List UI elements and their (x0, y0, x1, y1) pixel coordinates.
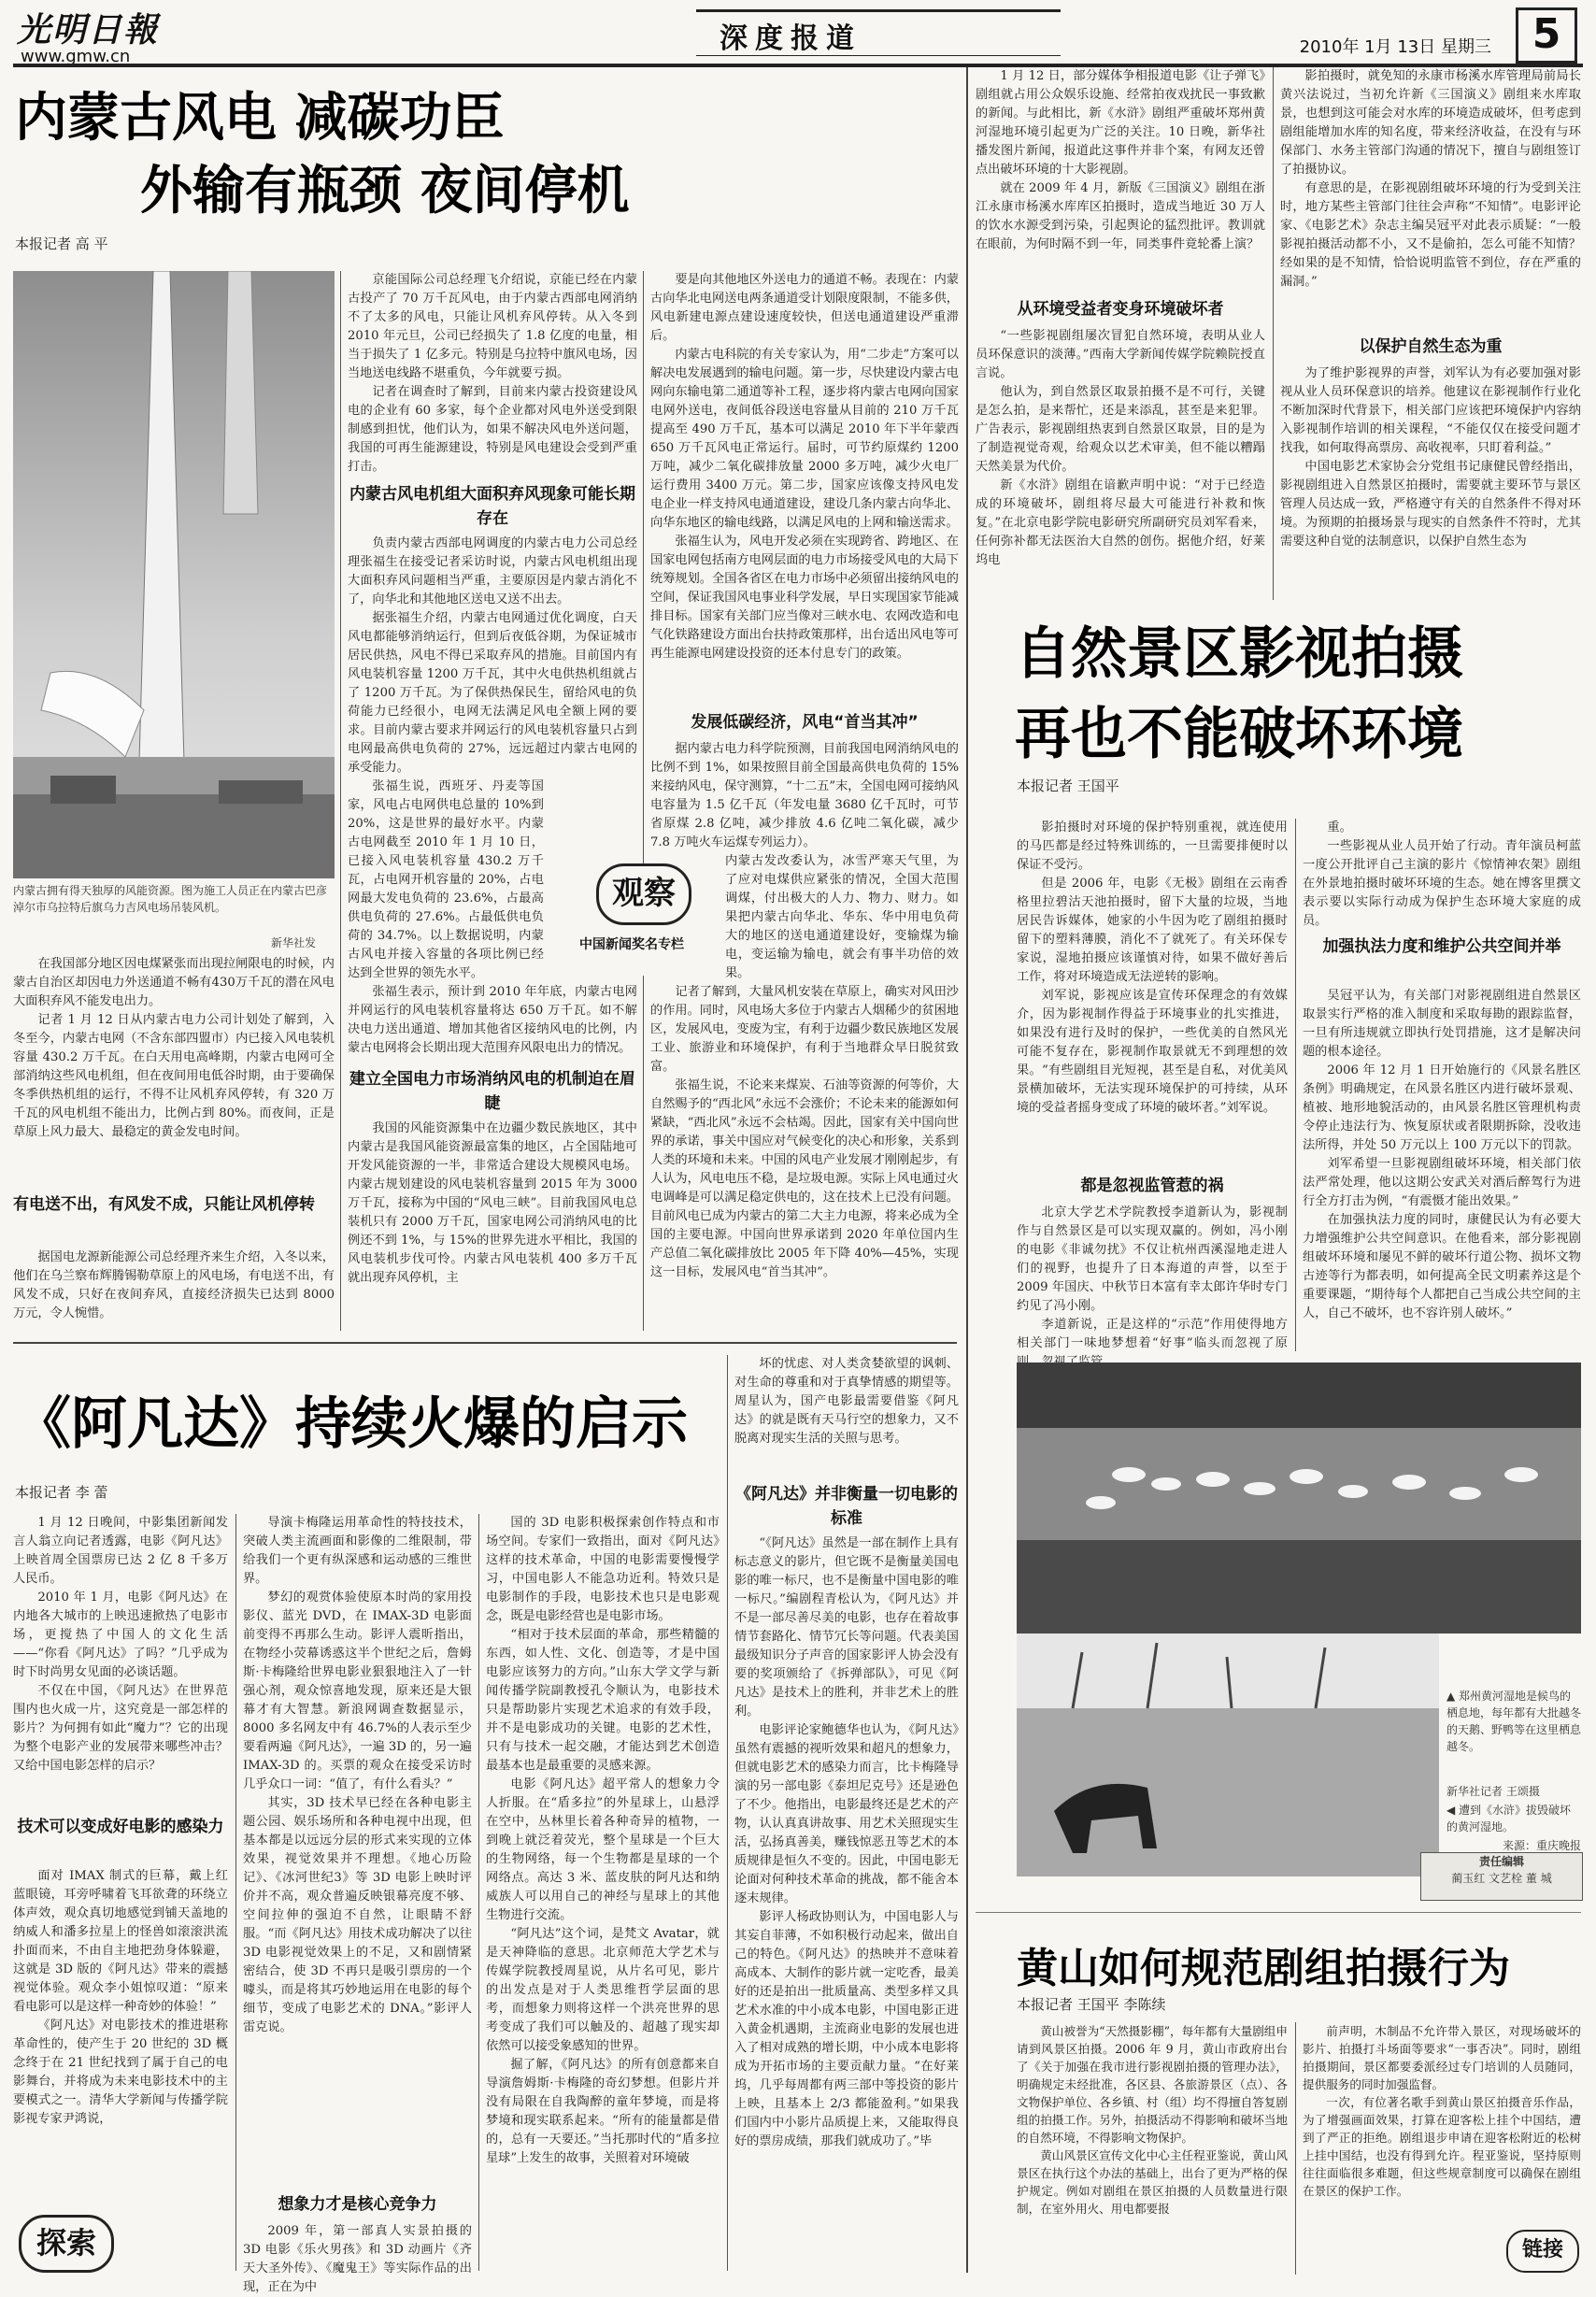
explore-badge: 探索 (19, 2215, 114, 2273)
paragraph: 刘军说，影视应该是宣传环保理念的有效媒介，因为影视制作得益于环境事业的扎实推进，如果没有进行及时的保护，一些优美的自然风光可能不复存在，影视制作取景就无不到理想的效果。“有些剧组目光短视，甚至是自私，对优美风景横加破坏，无法实现环境保护的可持续，从环境的受益者摇身变成了环境的破坏者。”刘军说。 (1017, 989, 1288, 1115)
avatar-headline: 《阿凡达》持续火爆的启示 (15, 1391, 688, 1457)
paragraph: 影拍摄时对环境的保护特别重视，就连使用的马匹都是经过特殊训练的，一旦需要排便时以保证不受污。 (1017, 820, 1288, 872)
column-divider (727, 1355, 728, 2271)
wind-byline: 本报记者 高 平 (15, 235, 108, 252)
avatar-column-1b (13, 1867, 228, 2129)
paragraph: 北京大学艺术学院教授李道新认为，影视制作与自然景区是可以实现双赢的。例如，冯小刚的电影《非诚勿扰》不仅让杭州西溪湿地走进人们的视野，也提升了日本海道的声誉，以至于 2009 年国庆、中秋节日本富有幸太郎许华时专门约见了冯小刚。 (1017, 1206, 1288, 1313)
wind-subhead-3: 建立全国电力市场消纳风电的机制迫在眉睫 (349, 1070, 635, 1113)
wind-column-1b (13, 1248, 335, 1323)
wind-photo-caption: 内蒙古拥有得天独厚的风能资源。图为施工人员正在内蒙古巴彦淖尔市乌拉特后旗乌力吉风电场吊装风机。 (13, 884, 328, 914)
wind-subhead-2: 内蒙古风电机组大面积弃风现象可能长期存在 (349, 485, 635, 528)
avatar-subhead-1: 技术可以变成好电影的感染力 (17, 1818, 224, 1836)
paragraph: 他认为，到自然景区取景拍摄不是不可行，关键是怎么拍，是来帮忙，还是来添乱，甚至是来犯罪。广告表示，影视剧组热衷到自然景区取景，目的是为了制造视觉奇观，给观众以艺术审美，但不能以糟蹋天然美景为代价。 (976, 385, 1265, 474)
link-badge: 链接 (1506, 2230, 1579, 2273)
avatar-column-4 (734, 1355, 959, 1448)
paragraph: 记者 1 月 12 日从内蒙古电力公司计划处了解到，入冬至今，内蒙古电网（不含东部四盟市）内已接入风电装机容量 430.2 万千瓦。在白天用电高峰期，内蒙古电网可全部消纳这些风电机组，但在夜间用电低谷时期，由于要确保冬季供热机组的运行，不得不让风机弃风停转，有 320 万千瓦的风电机组不能出力，比例占到 80%。而夜间，正是草原上风力最大、最稳定的黄金发电时间。 (13, 1013, 335, 1139)
main-divider (966, 67, 968, 2273)
paragraph: 一些影视从业人员开始了行动。青年演员柯蓝一度公开批评自己主演的影片《惊情神农架》剧组在外景地拍摄时破坏环境的生态。她在博客里撰文表示要以实际行动成为保护生态环境大家庭的成员。 (1303, 839, 1581, 928)
paragraph: 前声明，木制品不允许带入景区，对现场破坏的影片、拍摄打斗场面等要求“一事否决”。同时，剧组拍摄期间，景区都要委派经过专门培训的人员随同，提供服务的同时加强监督。 (1303, 2024, 1581, 2091)
newspaper-url: www.gmw.cn (21, 47, 131, 66)
wind-subhead-4: 发展低碳经济，风电“首当其冲” (691, 713, 919, 732)
paragraph: “阿凡达”这个词，是梵文 Avatar，就是天神降临的意思。北京师范大学艺术与传媒学院教授周星说，从片名可见，影片的出发点是对于人类思维哲学层面的思考，而想象力则将这样一个洪亮世界的思考变成了我们可以触及的、超越了现实却依然可以接受象感知的世界。 (486, 1927, 720, 2053)
paragraph: 记者在调查时了解到，目前来内蒙古投资建设风电的企业有 60 多家，每个企业都对风电外送受到限制感到担忧，他们认为，如果不解决风电外送问题，我国的可再生能源建设，特别是风电建设会受到严重打击。 (348, 385, 637, 474)
paragraph: 京能国际公司总经理飞介绍说，京能已经在内蒙古投产了 70 万千瓦风电，由于内蒙古西部电网消纳不了太多的风电，只能让风机弃风停转。从入冬到 2010 年元旦，公司已经损失了 1.8 亿度的电量，相当于损失了 1 亿多元。特别是乌拉特中旗风电场，因当地送电线路不堪重负，今年就要亏损。 (348, 273, 637, 380)
paragraph: 电影《阿凡达》超平常人的想象力令人折服。在“盾多拉”的外星球上，山悬浮在空中，丛林里长着各种奇异的植物，一到晚上就泛着荧光，整个星球是一个巨大的生物网络，每一个生物都是星球的一个网络点。高达 3 米、蓝皮肤的阿凡达和纳威族人可以用自己的神经与星球上的其他生物进行交流。 (486, 1777, 720, 1922)
issue-date: 2010年 1月 13日 星期三 (1299, 37, 1491, 57)
column-divider (1273, 67, 1274, 600)
paragraph: 中国电影艺术家协会分党组书记康健民曾经指出，影视剧组进入自然景区拍摄时，需要就主要环节与景区管理人员达成一致，严格遵守有关的自然条件不得对环境。为预期的拍摄场景与现实的自然条件不符时，尤其需要这种自觉的法制意识，以保护自然生态为 (1280, 460, 1581, 549)
wetland-photo-caption: ▲ 郑州黄河湿地是候鸟的栖息地，每年都有大批越冬的天鹅、野鸭等在这里栖息越冬。 (1446, 1690, 1582, 1753)
section-divider (13, 1342, 957, 1344)
paragraph: 据张福生介绍，内蒙古电网通过优化调度，白天风电都能够消纳运行，但到后夜低谷期，为保证城市居民供热，风电不得已采取弃风的措施。目前国内有风电装机容量 1200 万千瓦，其中火电供热机组就占了 1200 万千瓦。为了保供热保民生，留给风电的负荷能力已经很小，电网无法满足风电全额上网的要求。目前内蒙古要求并网运行的风电装机容量只占到电网最高供电负荷的 27%，远远超过内蒙古电网的承受能力。 (348, 611, 637, 775)
paragraph: 《阿凡达》对电影技术的推进堪称革命性的，使产生于 20 世纪的 3D 概念终于在 21 世纪找到了属于自己的电影舞台，并将成为未来电影技术中的主要模式之一。清华大学新闻与传播学院影视专家尹鸿说， (13, 2019, 228, 2126)
huangshan-headline: 黄山如何规范剧组拍摄行为 (1017, 1945, 1510, 1992)
paragraph: 梦幻的观赏体验使原本时尚的家用投影仪、蓝光 DVD，在 IMAX-3D 电影面前变得不再那么生动。影评人震昕指出，在物经小荧幕诱惑这半个世纪之后，詹姆斯·卡梅隆给世界电影业狠狠地注入了一针强心剂，观众惊喜地发现，原来还是大银幕才有大智慧。新浪网调查数据显示，8000 多名网友中有 46.7%的人表示至少要看两遍《阿凡达》，一遍 3D 的，另一遍 IMAX-3D 的。买票的观众在接受采访时几乎众口一词：“值了，有什么看头？” (243, 1591, 472, 1791)
scenic-top-column-1b (976, 327, 1265, 570)
page-number: 5 (1516, 7, 1577, 64)
avatar-subhead-3: 《阿凡达》并非衡量一切电影的标准 (735, 1485, 958, 1528)
paragraph: 在加强执法力度的同时，康健民认为有必要大力增强维护公共空间意识。在他看来，部分影视剧组破坏环境和屡见不鲜的破坏行道公物、损坏文物古迹等行为都表明，如何提高全民文明素养这是个重要课题，“期待每个人都把自己当成公共空间的主人，自己不破坏，也不容许别人破坏。” (1303, 1213, 1581, 1320)
paragraph: 一次，有位著名歌手到黄山景区拍摄音乐作品，为了增强画面效果，打算在迎客松上挂个中国结，遭到了严正的拒绝。剧组退步申请在迎客松附近的松树上挂中国结，也没有得到允许。程亚鉴说，坚持原则往往面临很多难题，但这些规章制度可以确保在剧组在景区的保护工作。 (1303, 2095, 1581, 2198)
paragraph: “相对于技术层面的革命，那些精髓的东西，如人性、文化、创造等，才是中国电影应该努力的方向。”山东大学文学与新闻传播学院副教授孔令顺认为，电影技术只是帮助影片实现艺术追求的有效手段，并不是电影成功的关键。电影的艺术性，只有与技术一起交融，才能达到艺术创造最基本也是最重要的灵感来源。 (486, 1628, 720, 1773)
paragraph: 有意思的是，在影视剧组破坏环境的行为受到关注时，地方某些主管部门往往会声称“不知情”。电影评论家、《电影艺术》杂志主编吴冠平对此表示质疑：“一般影视拍摄活动都不小，又不是偷拍，怎么可能不知情？经如果的是不知情，恰恰说明监管不到位，存在严重的漏洞。” (1280, 181, 1581, 289)
wind-subhead-1: 有电送不出，有风发不成，只能让风机停转 (13, 1195, 315, 1214)
scenic-subhead-3: 都是忽视监管惹的祸 (1080, 1177, 1224, 1195)
wind-column-1 (13, 955, 335, 1142)
paragraph: 导演卡梅隆运用革命性的特技技术，突破人类主流画面和影像的二维限制，带给我们一个更有纵深感和运动感的三维世界。 (243, 1516, 472, 1586)
editor-box (1420, 1852, 1583, 1901)
paragraph: 影拍摄时，就免知的永康市杨溪水库管理局前局长黄兴法说过，当初允许新《三国演义》剧组来水库取景，也想到这可能会对水库的环境造成破坏，但考虑到剧组能增加水库的知名度，带来经济收益，在没有与环保部门、水务主管部门沟通的情况下，擅自与剧组签订了拍摄协议。 (1280, 69, 1581, 177)
avatar-column-2b (243, 2222, 472, 2297)
paragraph: 记者了解到，大量风机安装在草原上，确实对风田沙的作用。同时，风电场大多位于内蒙古人烟稀少的贫困地区，发展风电，变废为宝，有利于边疆少数民族地区发展工业、旅游业和环境保护，有利于当地群众早日脱贫致富。 (650, 985, 959, 1074)
wind-photo-credit: 新华社发 (271, 936, 317, 949)
paragraph: “《阿凡达》虽然是一部在制作上具有标志意义的影片，但它既不是衡量美国电影的唯一标尺，也不是衡量中国电影的唯一标尺。”编剧程青松认为，《阿凡达》并不是一部尽善尽美的电影，也存在着故事情节套路化、情节冗长等问题。代表美国最级知识分子声音的国家影评人协会没有要的奖项颁给了《拆弹部队》，可见《阿凡达》是技术上的胜利，并非艺术上的胜利。 (734, 1536, 959, 1719)
editor-names: 蔺玉红 文艺栓 董 城 (1451, 1872, 1552, 1885)
paragraph: 内蒙古电科院的有关专家认为，用“二步走”方案可以解决电发展遇到的输电问题。第一步，尽快建设内蒙古电网向东输电第二通道等补工程，逐步将内蒙古电网向国家电网外送电，夜间低谷段送电容量从目前的 210 万千瓦提高至 490 万千瓦，基本可以满足 2010 年下半年蒙西 650 万千瓦风电正常运行。届时，可节约原煤约 1200 万吨，减少二氧化碳排放量 2000 多万吨，减少火电厂运行费用 3400 万元。第二步，国家应该像支持风电发电企业一样支持风电通道建设，建设几条内蒙古向华北、向华东地区的输电线路，以满足风电的上网和输送需求。 (650, 348, 959, 530)
wind-column-2 (348, 271, 637, 477)
wind-headline-line2: 外输有瓶颈 夜间停机 (140, 160, 630, 221)
damaged-wetland-photo-illustration (1017, 1634, 1439, 1876)
paragraph: 据内蒙古电力科学院预测，目前我国电网消纳风电的比例不到 1%，如果按照目前全国最高供电负荷的 15%来接纳风电，保守测算，“十二五”末，全国电网可接纳风电容量为 1.5 亿千瓦（年发电量 3680 亿千瓦时，可节省原煤 2.8 亿吨，减少排放 4.6 亿吨二氧化碳，减少 7.8 万吨火车运煤专列运力）。 (650, 742, 959, 849)
stamp-title: 观察 (596, 863, 691, 925)
paragraph: “一些影视剧组屡次冒犯自然环境，表明从业人员环保意识的淡薄。”西南大学新闻传媒学院赖院授直言说。 (976, 329, 1265, 380)
paragraph: 2006 年 12 月 1 日开始施行的《风景名胜区条例》明确规定，在风景名胜区内进行破坏景观、植被、地形地貌活动的，由风景名胜区管理机构责令停止违法行为、恢复原状或者限期拆除，没收违法所得，并处 50 万元以上 100 万元以下的罚款。 (1303, 1063, 1581, 1152)
section-name: 深度报道 (720, 22, 862, 55)
wetland-swan-photo-illustration (1017, 1363, 1581, 1634)
column-divider (1295, 2022, 1296, 2275)
paragraph: 面对 IMAX 制式的巨幕，戴上红蓝眼镜，耳旁呼啸着飞耳欲聋的环绕立体声效，观众真切地感觉到铺天盖地的纳威人和潘多拉星上的怪兽如滚滚洪流扑面而来，不由自主地把劲身体躲避，这就是 3D 版的《阿凡达》带来的震撼视觉体验。观众李小姐惊叹道：“原来看电影可以是这样一种奇妙的体验！” (13, 1869, 228, 2014)
section-divider (976, 1912, 1581, 1913)
column-divider (340, 271, 341, 1331)
paragraph: 就在 2009 年 4 月，新版《三国演义》剧组在浙江永康市杨溪水库库区拍摄时，造成当地近 30 万人的饮水水源受到污染，引起舆论的猛烈批评。教训就在眼前，为何时隔不到一年，同类事件竟轮番上演？ (976, 181, 1265, 251)
wetland-swan-photo (1017, 1363, 1581, 1634)
wind-headline-line1: 内蒙古风电 减碳功臣 (15, 87, 505, 149)
paragraph: 国的 3D 电影积极探索创作特点和市场空间。专家们一致指出，面对《阿凡达》这样的技术革命，中国的电影需要慢慢学习，中国电影人不能急功近利。特效只是电影制作的手段，电影技术也只是电影观念，既是电影经营也是电影市场。 (486, 1516, 720, 1623)
paragraph: 电影评论家鲍德华也认为，《阿凡达》虽然有震撼的视听效果和超凡的想象力，但就电影艺术的感染力而言，比卡梅隆导演的另一部电影《泰坦尼克号》还是逊色了不少。他指出，电影最终还是艺术的产物，认认真真讲故事、用艺术关照现实生活，弘扬真善美，赚钱惊恶丑等艺术的本质规律是恒久不变的。因此，中国电影无论面对何种技术革命的挑战，都不能舍本逐末规律。 (734, 1723, 959, 1905)
paragraph: 张福生说，不论来来煤炭、石油等资源的何等价，大自然赐予的“西北风”永远不会涨价；不论未来的能源如何紧缺，“西北风”永远不会枯竭。因此，国家有关中国向世界的承诺，事关中国应对气候变化的决心和形象，关系到人类的环境和未来。中国的风电产业发展才刚刚起步，有人认为，风电电压不稳，是垃圾电源。实际上风电通过火电调峰是可以满足稳定供电的，这在技术上已没有问题。目前风电已成为内蒙古的第二大主力电源，将来必成为全国的主要电源。中国向世界承诺到 2020 年单位国内生产总值二氧化碳排放比 2005 年下降 40%—45%，实现这一目标，发展风电“首当其冲”。 (650, 1078, 959, 1279)
paragraph: 其实，3D 技术早已经在各种电影主题公园、娱乐场所和各种电视中出现，但基本都是以远远分层的形式来实现的立体效果，视觉效果并不理想。《地心历险记》、《冰河世纪3》等 3D 电影上映时评价并不高，观众普遍反映银幕亮度不够、空间拉伸的强迫不自然，让眼睛不舒服。“而《阿凡达》用技术成功解决了以往 3D 电影视觉效果上的不足，又和剧情紧密结合，使 3D 不再只是吸引票房的一个噱头，而是将其巧妙地运用在电影的每个细节，变成了电影艺术的 DNA。”影评人雷克说。 (243, 1796, 472, 2034)
scenic-column-1 (1017, 819, 1288, 1118)
paragraph: 刘军希望一旦影视剧组破坏环境，相关部门依法严常处理，他以这期公安武关对酒后醉驾行为进行全方打击为例，“有震慑才能出效果。” (1303, 1157, 1581, 1208)
column-divider (1295, 819, 1296, 1351)
paragraph: 1 月 12 日晚间，中影集团新闻发言人翁立向记者透露，电影《阿凡达》上映首周全国票房已达 2 亿 8 千多万人民币。 (13, 1516, 228, 1586)
avatar-column-2 (243, 1514, 472, 2037)
paragraph: 1 月 12 日，部分媒体争相报道电影《让子弹飞》剧组就占用公众娱乐设施、经常拍夜戏扰民一事致歉的新闻。与此相比，新《水浒》剧组严重破坏郑州黄河湿地环境引起更为广泛的关注。10 日晚，新华社播发图片新闻，报道此这事件并非个案，有网友还曾点出破坏环境的十大影视剧。 (976, 69, 1265, 177)
scenic-column-2 (1303, 819, 1581, 931)
paragraph: 我国的风能资源集中在边疆少数民族地区，其中内蒙古是我国风能资源最富集的地区，占全国陆地可开发风能资源的一半，非常适合建设大规模风电场。内蒙古规划建设的风电装机容量到 2015 年为 3000 万千瓦，接称为中国的“风电三峡”。目前我国风电总装机只有 2000 万千瓦，国家电网公司消纳风电的比例还不到 1%，与 15%的世界先进水平相比，我国的风电装机步伐可怜。内蒙古风电装机 400 多万千瓦就出现弃风停机，主 (348, 1121, 637, 1285)
column-divider (478, 1514, 479, 2271)
wind-column-3 (650, 271, 959, 663)
scenic-column-1b (1017, 1204, 1288, 1372)
paragraph: 影评人杨政协则认为，中国电影人与其妄自菲薄，不如积极行动起来，做出自己的特色。《阿凡达》的热映并不意味着高成本、大制作的影片就一定吃香，最美好的还是拍出一批质量高、类型多样又具艺术水准的中小成本电影，中国电影正进入黄金机遇期，主流商业电影的发展也进入了相对成熟的增长期，中小成本电影将成为开拓市场的主要贡献力量。“在好莱坞，几乎每周都有两三部中等投资的影片上映，且基本上 2/3 都能盈利。”如果我们国内中小影片品质提上来，又能取得良好的票房成绩，那我们就成功了。”毕 (734, 1910, 959, 2148)
scenic-column-2b (1303, 987, 1581, 1323)
huangshan-byline: 本报记者 王国平 李陈续 (1017, 1996, 1166, 2013)
paragraph: 坏的忧虑、对人类贪婪欲望的讽刺、对生命的尊重和对于真挚情感的期望等。周星认为，国产电影最需要借鉴《阿凡达》的就是既有天马行空的想象力，又不脱离对现实生活的关照与思考。 (734, 1357, 959, 1446)
paragraph: 要是向其他地区外送电力的通道不畅。表现在：内蒙古向华北电网送电两条通道受计划限度限制，不能多供，风电新建电源点建设速度较快，但送电通道建设严重滞后。 (650, 273, 959, 343)
wind-turbine-photo (13, 271, 335, 878)
paragraph: 重。 (1327, 820, 1352, 835)
avatar-subhead-2: 想象力才是核心竞争力 (278, 2195, 437, 2214)
paragraph: 内蒙古发改委认为，冰雪严寒天气里，为了应对电煤供应紧张的情况，全国大范围调煤，付出极大的人力、物力、财力。如果把内蒙古向华北、华东、华中用电负荷大的地区的送电通道建设好，变输煤为输电，变运输为输电，就会有事半功倍的效果。 (725, 854, 959, 980)
column-divider (643, 271, 644, 1331)
wetland-photo-credit: 新华社记者 王颂摄 (1446, 1785, 1540, 1798)
paragraph: 不仅在中国，《阿凡达》在世界范围内也火成一片，这究竟是一部怎样的影片？为何拥有如此“魔力”？它的出现为整个电影产业的发展带来哪些冲击？又给中国电影怎样的启示？ (13, 1684, 228, 1773)
scenic-byline: 本报记者 王国平 (1017, 778, 1119, 794)
wetland-photo-source: 来源：重庆晚报 (1502, 1839, 1581, 1852)
paragraph: 李道新说，正是这样的“示范”作用使得地方相关部门一味地梦想着“好事”临头而忽视了原 (1017, 1318, 1288, 1350)
paragraph: 黄山被誉为“天然摄影棚”，每年都有大量剧组申请到风景区拍摄。2006 年 9 月，黄山市政府出台了《关于加强在我市进行影视剧拍摄的管理办法》，明确规定未经批准，各区县、各旅游景区（点）、各文物保护单位、各乡镇、村（组）均不得擅自答复剧组的拍摄工作。另外，拍摄活动不得影响和破坏当地的自然环境，不得影响文物保护。 (1017, 2024, 1288, 2145)
paragraph: 张福生认为，风电开发必须在实现跨省、跨地区、在国家电网包括南方电网层面的电力市场接受风电的大局下统筹规划。全国各省区在电力市场中必须留出接纳风电的空间，保证我国风电事业科学发展，早日实现国家节能减排目标。国家有关部门应当像对三峡水电、农网改造和电气化铁路建设方面出台扶持政策那样，出台适出风电等可再生能源电网建设投资的还本付息专门的政策。 (650, 535, 959, 661)
paragraph: 张福生说，西班牙、丹麦等国家，风电占电网供电总量的 10%到 20%，这是世界的最好水平。内蒙古电网截至 2010 年 1 月 10 日，已接入风电装机容量 430.2 万千瓦，占电网开机容量的 20%，占电网最大发电负荷的 23.6%，占最高供电负荷的 27.6%。占最低供电负荷的 34.7%。以上数据说明，内蒙古风电并接入容量的各项比例已经达到全世界的领先水平。 (348, 779, 544, 980)
paragraph: 但是 2006 年，电影《无极》剧组在云南香格里拉碧沽天池拍摄时，留下大量的垃圾，当地居民告诉媒体，她家的小牛因为吃了剧组拍摄时留下的塑料薄膜，消化不了就死了。有关环保专家说，湿地拍摄应该谨慎对待，如果不做好善后工作，将对环境造成无法逆转的影响。 (1017, 877, 1288, 984)
paragraph: 黄山风景区宣传文化中心主任程亚鉴说，黄山风景区在执行这个办法的基础上，出台了更为严格的保护规定。例如对剧组在景区拍摄的人员数量进行限制，在室外用火、用电都要报 (1017, 2148, 1288, 2216)
paragraph: 新《水浒》剧组在谙歉声明中说：“对于已经造成的环境破坏，剧组将尽最大可能进行补救和恢复。”在北京电影学院电影研究所副研究员刘军看来，任何弥补都无法医治大自然的创伤。据他介绍，好莱坞电 (976, 478, 1265, 567)
avatar-column-3 (486, 1514, 720, 2168)
wind-column-2c (348, 1120, 637, 1288)
huangshan-column-1 (1017, 2022, 1288, 2218)
paragraph: 据国电龙源新能源公司总经理齐来生介绍，入冬以来，他们在乌兰察布辉腾锡勒草原上的风电场，有电送不出，有风发不成，只好在夜间弃风，直接经济损失已达到 8000 万元，令人惋惜。 (13, 1250, 335, 1320)
paragraph: 吴冠平认为，有关部门对影视剧组进自然景区取景实行严格的准入制度和采取每勘的跟踪监督，一旦有所违规就立即执行处罚措施，这才是解决问题的根本途径。 (1303, 989, 1581, 1059)
column-divider (235, 1514, 236, 2271)
paragraph: 为了维护影视界的声誉，刘军认为有必要加强对影视从业人员环保意识的培养。他建议在影视制作行业化不断加深时代背景下，相关部门应该把环境保护内容纳入影视制作培训的相关课程，“不能仅仅在接受问题才找我，如何取得高票房、高收视率，只盯着利益。” (1280, 366, 1581, 455)
scenic-subhead-2: 以保护自然生态为重 (1359, 337, 1503, 356)
avatar-column-1 (13, 1514, 228, 1776)
avatar-byline: 本报记者 李 蕾 (15, 1484, 108, 1501)
newspaper-logo: 光明日報 (17, 10, 160, 50)
paragraph: 张福生表示，预计到 2010 年年底，内蒙古电网并网运行的风电装机容量将达 650 万千瓦。如不解决电力送出通道、增加其他省区接纳风电的比例，内蒙古电网将会长期出现大范围弃风限电出力的情况。 (348, 985, 637, 1055)
huangshan-column-2 (1303, 2022, 1581, 2200)
wind-column-2b (348, 535, 637, 1058)
stamp-subtitle: 中国新闻奖名专栏 (579, 937, 684, 952)
scenic-subhead-4: 加强执法力度和维护公共空间并举 (1322, 937, 1561, 956)
wetland-photo-caption-2: ◀ 遭到《水浒》拔毁破坏的黄河湿地。 (1446, 1804, 1572, 1833)
paragraph: 掘了解，《阿凡达》的所有创意都来自导演詹姆斯·卡梅隆的奇幻梦想。但影片并没有局限在自我陶醉的童年梦境，而是将梦境和现实联系起来。“所有的能量都是借的，总有一天要还。”当托那时代的“盾多拉星球”上发生的故事，关照着对环境破 (486, 2058, 720, 2165)
paragraph: 2010 年 1 月，电影《阿凡达》在内地各大城市的上映迅速掀热了电影市场，更搅热了中国人的文化生活——“你看《阿凡达》了吗？”几乎成为时下时尚男女见面的必谈话题。 (13, 1591, 228, 1679)
editor-label: 责任编辑 (1478, 1855, 1524, 1868)
scenic-headline-line1: 自然景区影视拍摄 (1015, 621, 1463, 687)
scenic-subhead-1: 从环境受益者变身环境破坏者 (1017, 300, 1224, 319)
damaged-wetland-photo (1017, 1634, 1439, 1876)
scenic-top-column-2b (1280, 364, 1581, 551)
scenic-headline-line2: 再也不能破坏环境 (1015, 702, 1463, 767)
scenic-top-column-1 (976, 67, 1265, 254)
wind-turbine-photo-illustration (13, 271, 335, 878)
scenic-top-column-2 (1280, 67, 1581, 292)
paragraph: 2009 年，第一部真人实景拍摄的 3D 电影《乐火男孩》和 3D 动画片《齐天大圣外传》、《魔鬼王》等实际作品的出现，正在为中 (243, 2224, 472, 2294)
wind-column-3b (650, 740, 959, 1282)
paragraph: 负责内蒙古西部电网调度的内蒙古电力公司总经理张福生在接受记者采访时说，内蒙古风电机组出现大面积弃风问题相当严重，主要原因是内蒙古消化不了，向华北和其他地区送电又送不出去。 (348, 536, 637, 606)
paragraph: 在我国部分地区因电煤紧张而出现拉闸限电的时候，内蒙古自治区却因电力外送通道不畅有430万千瓦的潜在风电大面积弃风不能发电出力。 (13, 957, 335, 1008)
avatar-column-4b (734, 1534, 959, 2151)
